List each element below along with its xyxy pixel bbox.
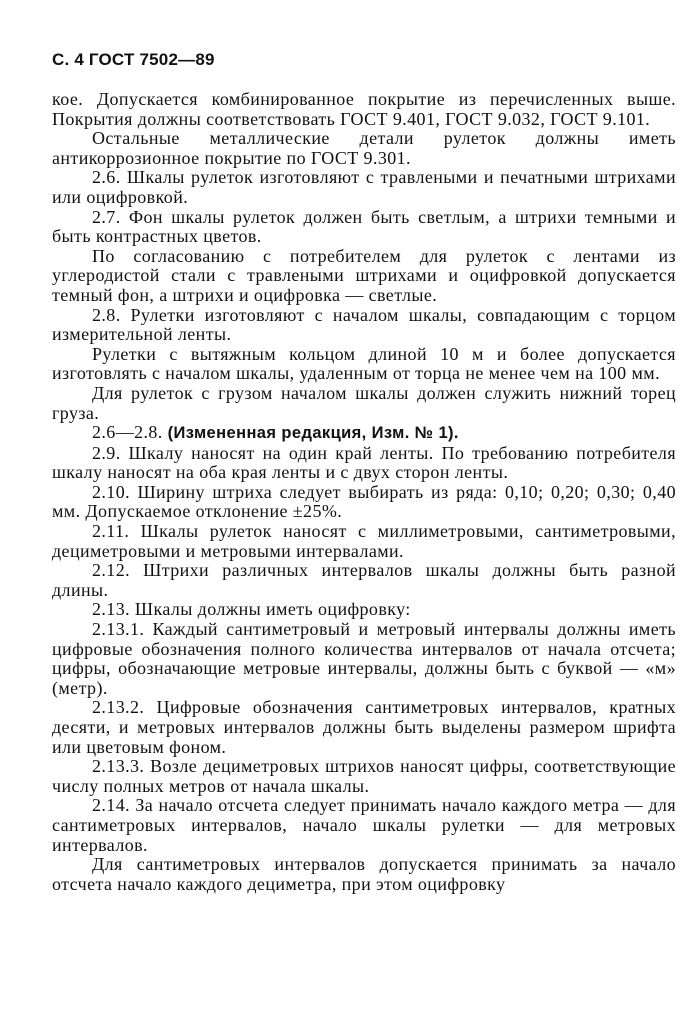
paragraph-decimeter-origin: Для сантиметровых интервалов допускается принимать за начало отсчета начало каждого дециметра, при этом оцифровку — [52, 854, 676, 894]
paragraph-2-13-3: 2.13.3. Возле дециметровых штрихов наносят цифры, соответствующие числу полных метров от начала шкалы. — [52, 756, 676, 796]
paragraph-2-13-1: 2.13.1. Каждый сантиметровый и метровый интервалы должны иметь цифровые обозначения полного количества интервалов от начала отсчета; цифры, обозначающие метровые интервалы, должны быть с буквой — «м» (метр). — [52, 619, 676, 698]
paragraph-coating-continuation: кое. Допускается комбинированное покрытие из перечисленных выше. Покрытия должны соответствовать ГОСТ 9.401, ГОСТ 9.032, ГОСТ 9.101. — [52, 89, 676, 129]
paragraph-2-11: 2.11. Шкалы рулеток наносят с миллиметровыми, сантиметровыми, дециметровыми и метровыми интервалами. — [52, 521, 676, 561]
paragraph-2-13: 2.13. Шкалы должны иметь оцифровку: — [92, 599, 411, 620]
paragraph-2-7: 2.7. Фон шкалы рулеток должен быть светлым, а штрихи темными и быть контрастных цветов. — [52, 206, 676, 247]
amendment-note: (Измененная редакция, Изм. № 1). — [167, 424, 459, 443]
amendment-prefix: 2.6—2.8. — [92, 422, 168, 443]
paragraph-2-8: 2.8. Рулетки изготовляют с началом шкалы, совпадающим с торцом измерительной ленты. — [52, 304, 676, 345]
document-body — [52, 90, 676, 894]
paragraph-dark-background: По согласованию с потребителем для рулеток с лентами из углеродистой стали с травлеными штрихами и оцифровкой допускается темный фон, а штрихи и оцифровка — светлые. — [52, 245, 676, 305]
paragraph-2-10: 2.10. Ширину штриха следует выбирать из ряда: 0,10; 0,20; 0,30; 0,40 мм. Допускаемое отклонение ±25%. — [52, 481, 676, 522]
paragraph-amendment — [52, 423, 676, 444]
page-header: С. 4 ГОСТ 7502—89 — [52, 50, 215, 69]
paragraph-pull-ring: Рулетки с вытяжным кольцом длиной 10 м и более допускается изготовлять с началом шкалы, удаленным от торца не менее чем на 100 мм. — [52, 343, 676, 384]
paragraph-2-12: 2.12. Штрихи различных интервалов шкалы должны быть разной длины. — [52, 560, 676, 600]
paragraph-2-14: 2.14. За начало отсчета следует принимать начало каждого метра — для сантиметровых интервалов, начало шкалы рулетки — для метровых интервалов. — [52, 795, 676, 855]
paragraph-2-6: 2.6. Шкалы рулеток изготовляют с травлеными и печатными штрихами или оцифровкой. — [52, 167, 676, 207]
paragraph-2-13-2: 2.13.2. Цифровые обозначения сантиметровых интервалов, кратных десяти, и метровых интервалов должны быть выделены размером шрифта или цветовым фоном. — [52, 697, 676, 757]
paragraph-anticorrosion: Остальные металлические детали рулеток должны иметь антикоррозионное покрытие по ГОСТ 9.301. — [52, 128, 676, 168]
paragraph-weight: Для рулеток с грузом началом шкалы должен служить нижний торец груза. — [52, 382, 676, 423]
paragraph-2-9: 2.9. Шкалу наносят на один край ленты. По требованию потребителя шкалу наносят на оба края ленты и с двух сторон ленты. — [52, 442, 676, 483]
